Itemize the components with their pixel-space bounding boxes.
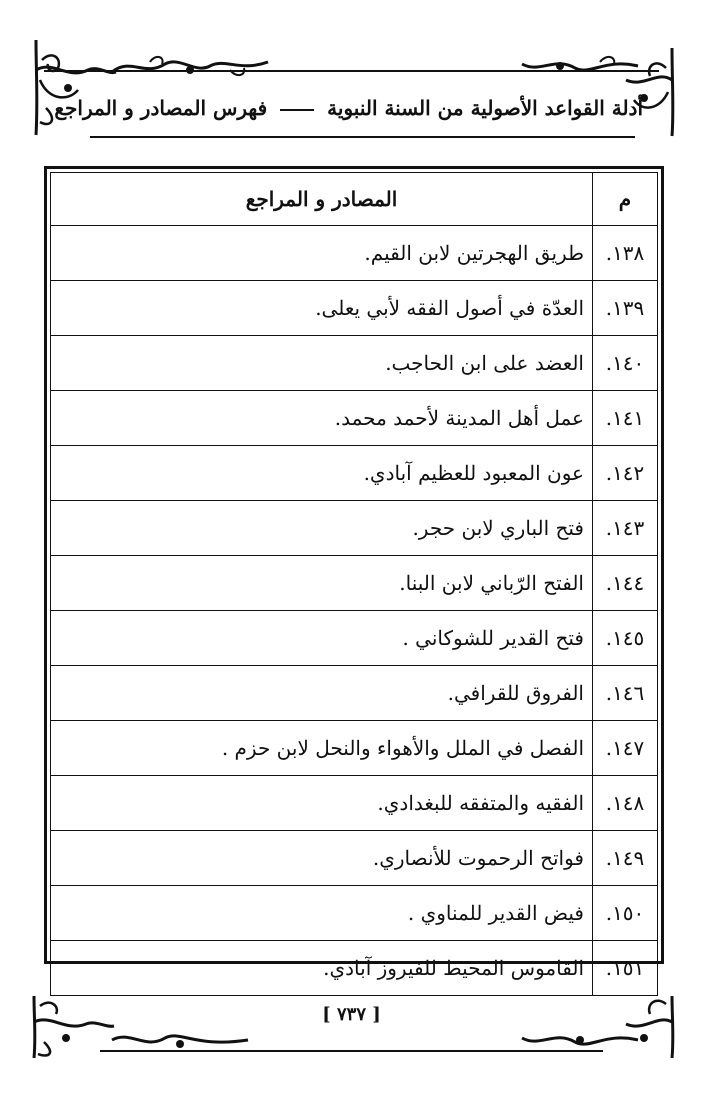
references-table-frame: [44, 166, 664, 980]
page-number: [ ٧٣٧ ]: [322, 1004, 381, 1025]
row-source: العدّة في أصول الفقه لأبي يعلى.: [51, 281, 593, 336]
references-table: [50, 172, 658, 996]
table-row: [51, 721, 658, 776]
row-number: ١٥٠ .: [593, 886, 658, 941]
running-head: [54, 88, 643, 128]
number-column-header: م: [593, 173, 658, 226]
row-number: ١٣٩ .: [593, 281, 658, 336]
row-source: العضد على ابن الحاجب.: [51, 336, 593, 391]
table-row: [51, 391, 658, 446]
table-row: [51, 446, 658, 501]
table-row: [51, 336, 658, 391]
row-source: فتح الباري لابن حجر.: [51, 501, 593, 556]
row-source: الفتح الرّباني لابن البنا.: [51, 556, 593, 611]
row-source: فتح القدير للشوكاني .: [51, 611, 593, 666]
row-source: الفقيه والمتفقه للبغدادي.: [51, 776, 593, 831]
row-source: القاموس المحيط للفيروز آبادي.: [51, 941, 593, 996]
book-title: أدلة القواعد الأصولية من السنة النبوية: [327, 96, 643, 120]
table-row: [51, 501, 658, 556]
row-source: طريق الهجرتين لابن القيم.: [51, 226, 593, 281]
table-row: [51, 556, 658, 611]
row-source: عمل أهل المدينة لأحمد محمد.: [51, 391, 593, 446]
row-number: ١٤٠ .: [593, 336, 658, 391]
table-row: [51, 941, 658, 996]
row-source: الفروق للقرافي.: [51, 666, 593, 721]
row-source: فواتح الرحموت للأنصاري.: [51, 831, 593, 886]
row-source: فيض القدير للمناوي .: [51, 886, 593, 941]
header-line-top: [44, 70, 659, 72]
footer-line: [100, 1050, 603, 1052]
table-row: [51, 666, 658, 721]
table-row: [51, 611, 658, 666]
table-row: [51, 831, 658, 886]
row-number: ١٤٣ .: [593, 501, 658, 556]
row-number: ١٤٦ .: [593, 666, 658, 721]
row-number: ١٤٩ .: [593, 831, 658, 886]
table-row: [51, 886, 658, 941]
row-number: ١٥١ .: [593, 941, 658, 996]
row-number: ١٤١ .: [593, 391, 658, 446]
row-number: ١٤٤ .: [593, 556, 658, 611]
row-number: ١٤٢ .: [593, 446, 658, 501]
table-row: [51, 776, 658, 831]
row-source: عون المعبود للعظيم آبادي.: [51, 446, 593, 501]
header-rule: [90, 136, 635, 138]
row-number: ١٤٥ .: [593, 611, 658, 666]
ornament-top-band-left-icon: [110, 52, 270, 82]
title-separator: [280, 109, 314, 111]
source-column-header: المصادر و المراجع: [51, 173, 593, 226]
ornament-bottom-right-icon: [620, 992, 690, 1062]
table-row: [51, 281, 658, 336]
table-header-row: [51, 173, 658, 226]
section-title: فهرس المصادر و المراجع: [54, 96, 268, 120]
row-number: ١٣٨ .: [593, 226, 658, 281]
row-source: الفصل في الملل والأهواء والنحل لابن حزم .: [51, 721, 593, 776]
row-number: ١٤٧ .: [593, 721, 658, 776]
table-row: [51, 226, 658, 281]
row-number: ١٤٨ .: [593, 776, 658, 831]
